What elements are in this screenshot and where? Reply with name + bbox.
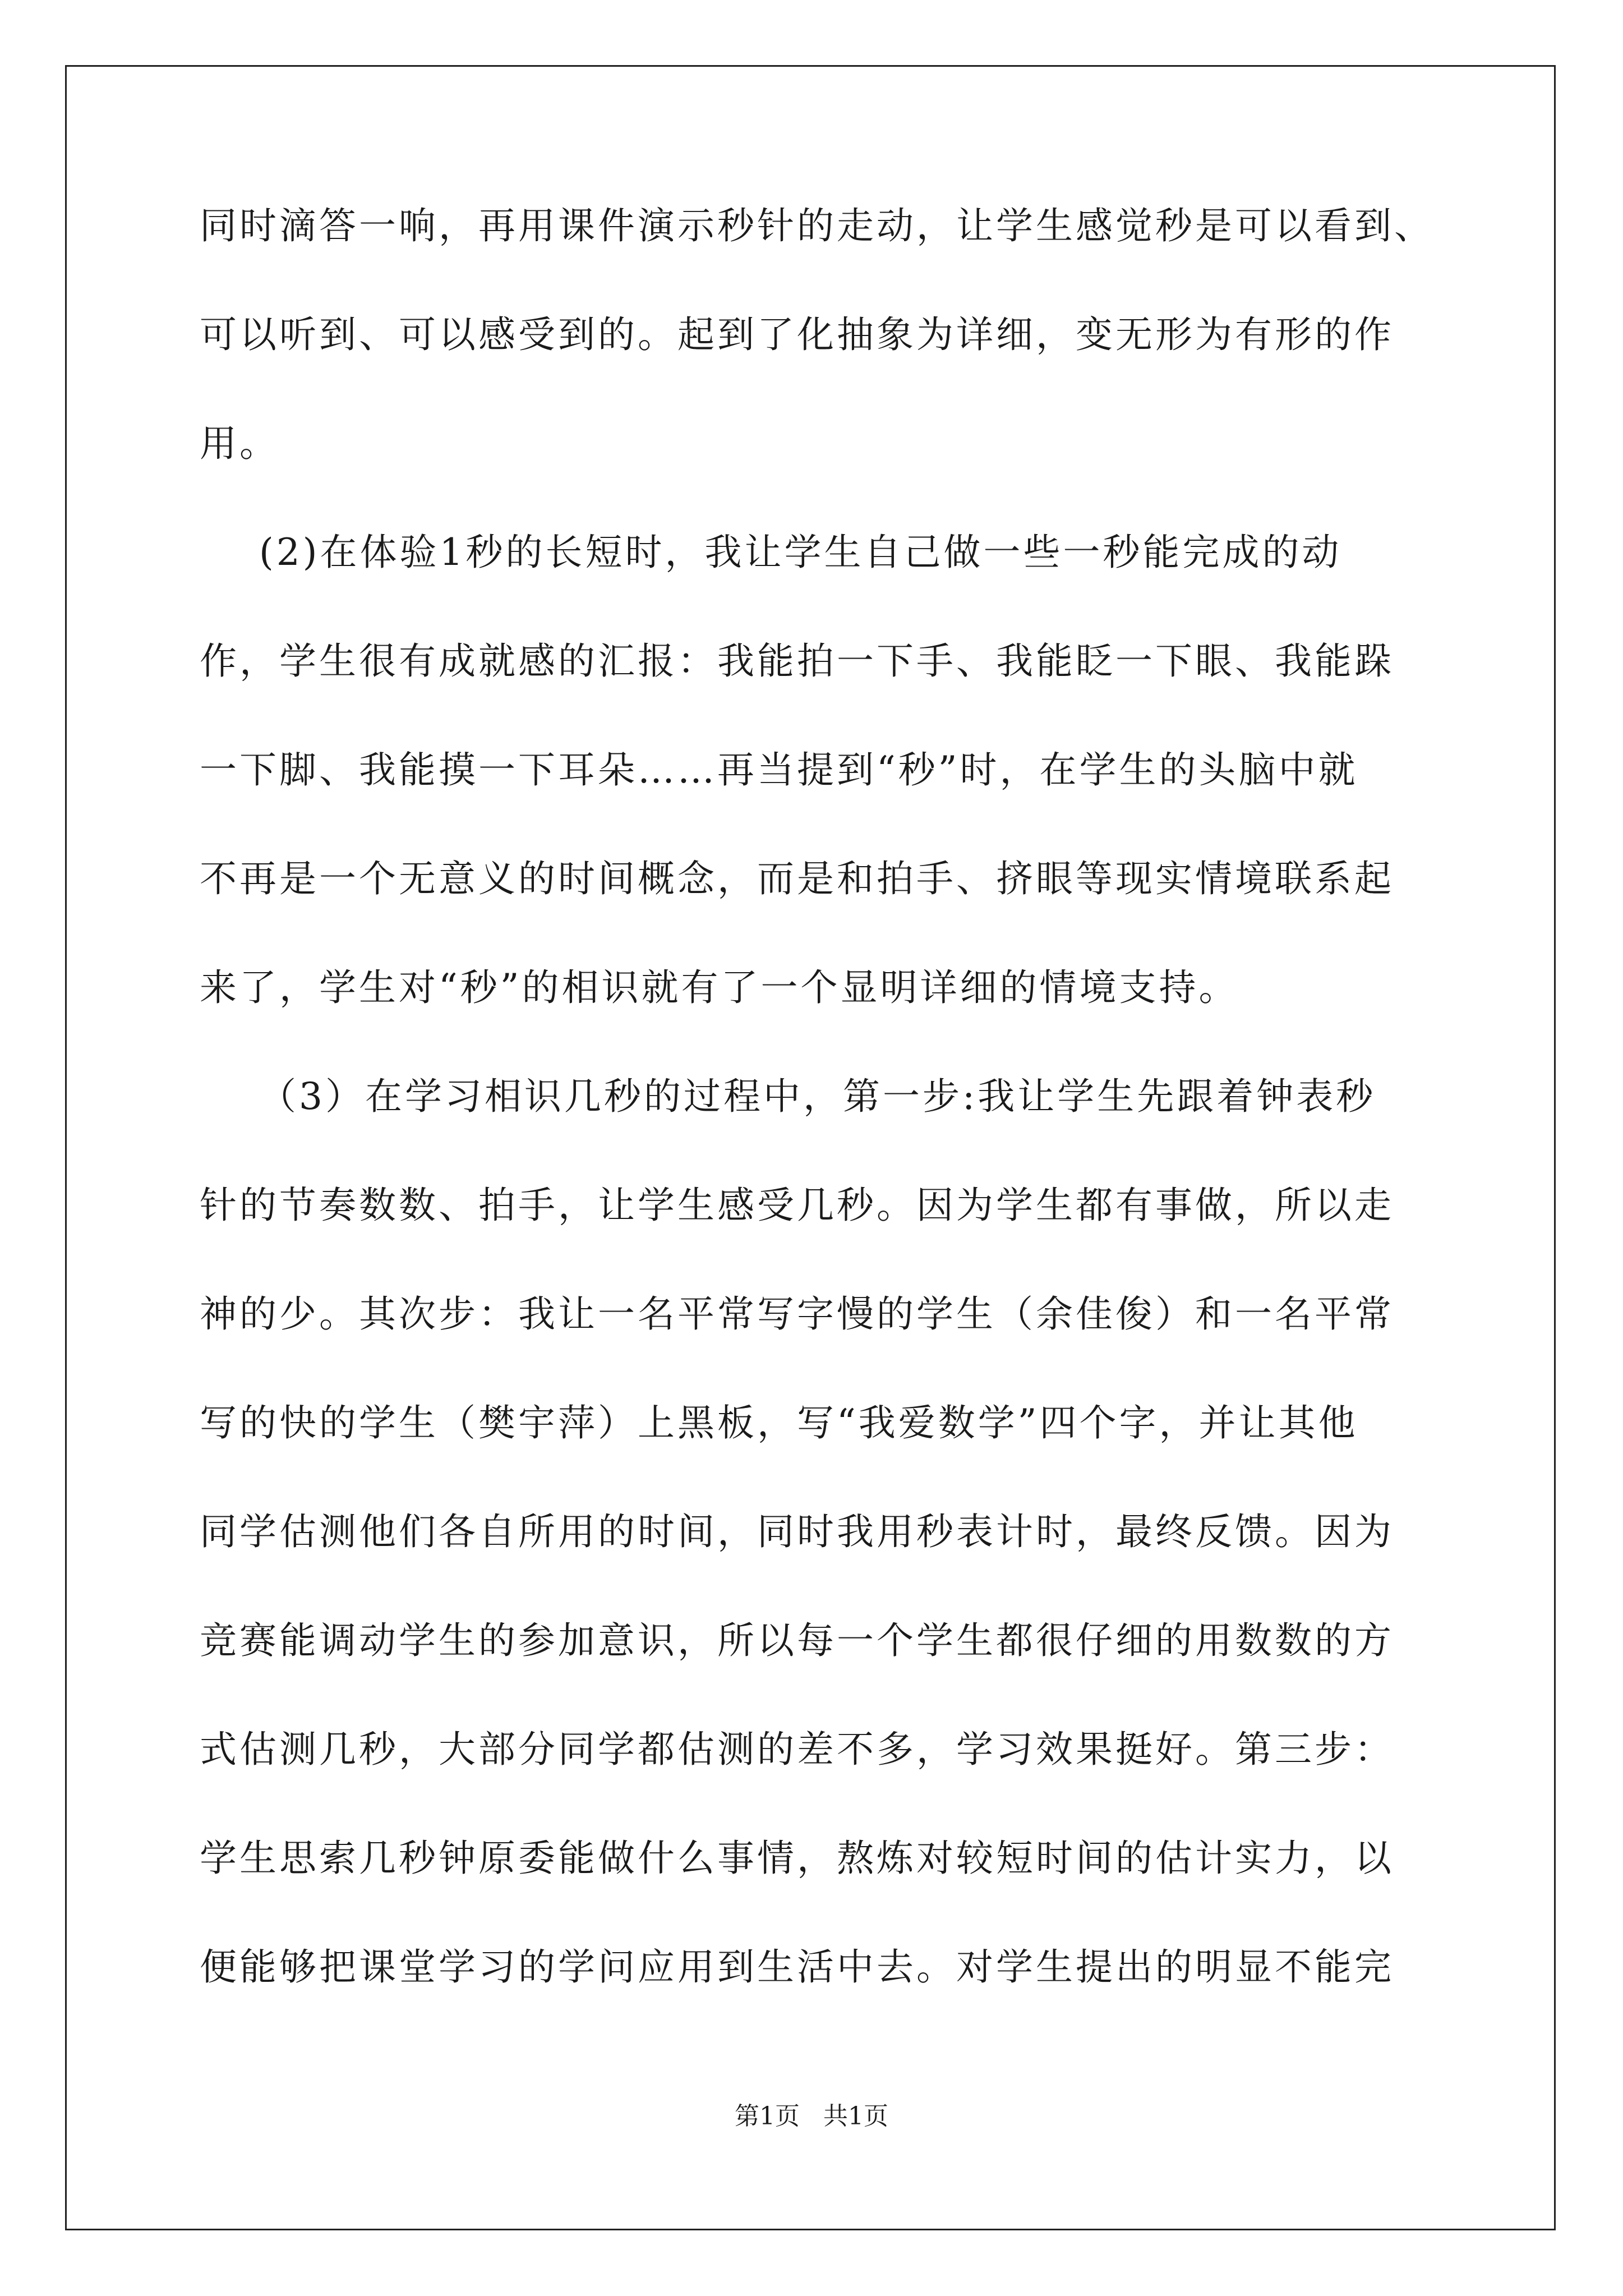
text-line: 不再是一个无意义的时间概念，而是和拍手、挤眼等现实情境联系起 <box>200 857 1394 900</box>
text-line: 写的快的学生（樊宇萍）上黑板，写“我爱数学”四个字，并让其他 <box>200 1401 1358 1444</box>
text-line: 一下脚、我能摸一下耳朵……再当提到“秒”时，在学生的头脑中就 <box>200 748 1358 792</box>
text-line: 针的节奏数数、拍手，让学生感受几秒。因为学生都有事做，所以走 <box>200 1184 1394 1227</box>
page-footer: 第1页 共1页 <box>735 2102 888 2131</box>
text-line: 来了，学生对“秒”的相识就有了一个显明详细的情境支持。 <box>200 966 1239 1009</box>
text-line: 竞赛能调动学生的参加意识，所以每一个学生都很仔细的用数数的方 <box>200 1619 1394 1662</box>
text-line: (2)在体验1秒的长短时，我让学生自己做一些一秒能完成的动 <box>259 531 1342 574</box>
text-line: 同时滴答一响，再用课件演示秒针的走动，让学生感觉秒是可以看到、 <box>200 204 1434 247</box>
text-line: 神的少。其次步：我让一名平常写字慢的学生（余佳俊）和一名平常 <box>200 1292 1394 1336</box>
text-line: 作，学生很有成就感的汇报：我能拍一下手、我能眨一下眼、我能跺 <box>200 639 1394 683</box>
text-line: （3）在学习相识几秒的过程中，第一步:我让学生先跟着钟表秒 <box>259 1075 1376 1118</box>
text-line: 可以听到、可以感受到的。起到了化抽象为详细，变无形为有形的作 <box>200 313 1394 356</box>
text-line: 式估测几秒，大部分同学都估测的差不多，学习效果挺好。第三步： <box>200 1728 1394 1771</box>
text-line: 便能够把课堂学习的学问应用到生活中去。对学生提出的明显不能完 <box>200 1945 1394 1989</box>
text-line: 用。 <box>200 422 279 465</box>
text-line: 学生思索几秒钟原委能做什么事情，熬炼对较短时间的估计实力，以 <box>200 1837 1394 1880</box>
page-border <box>65 65 1556 2230</box>
text-line: 同学估测他们各自所用的时间，同时我用秒表计时，最终反馈。因为 <box>200 1510 1394 1553</box>
